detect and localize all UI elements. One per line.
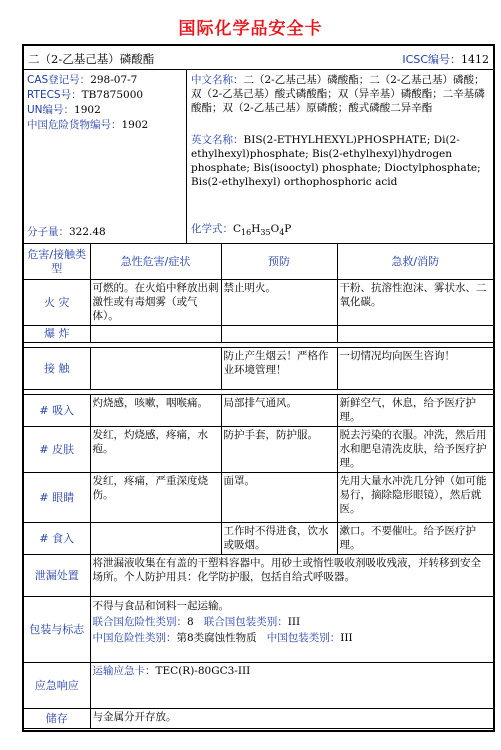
cn-dangerous-goods-label: 中国危险货物编号： (27, 119, 122, 131)
rtecs-row (27, 88, 183, 103)
storage-text: 与金属分开存放。 (90, 709, 493, 729)
chemical-name: 二（2-乙基己基）磷酸酯 (28, 52, 155, 66)
hazard-prevention: 防止产生烟云！严格作业环境管理！ (221, 348, 337, 390)
table-row (24, 326, 493, 343)
cn-dangerous-goods-row (27, 118, 183, 133)
packaging-content (90, 597, 493, 663)
cas-value: 298-07-7 (90, 74, 138, 86)
cn-class-value: 第8类腐蚀性物质 (176, 632, 257, 644)
un-pack-value: III (287, 616, 301, 628)
chinese-name-value: 二（2-乙基己基）磷酸酯；二（2-乙基己基）磷酸；双（2-乙基己基）酸式磷酸酯；双（异辛基）磷酸酯；二辛基磷酸酯；双（2-乙基己基）原磷酸；酸式磷酸二异辛酯 (191, 74, 485, 114)
table-row (24, 348, 493, 390)
table-row (24, 427, 493, 473)
hazard-first-aid: 干粉、抗溶性泡沫、雾状水、二氧化碳。 (337, 280, 493, 326)
molecular-weight-row (27, 225, 106, 240)
formula-label: 化学式： (191, 222, 233, 235)
rtecs-value: TB7875000 (81, 89, 144, 101)
cn-class-row (93, 630, 492, 646)
chinese-name-label: 中文名称： (191, 74, 244, 86)
cn-dangerous-goods-value: 1902 (121, 119, 149, 131)
hazard-label: 接 触 (24, 348, 90, 390)
header-prevention: 预防 (221, 244, 337, 280)
card-header (24, 46, 493, 70)
hazard-first-aid: 一切情况均向医生咨询！ (337, 348, 493, 390)
safety-card (22, 44, 495, 732)
formula-row (191, 222, 291, 240)
spill-row (24, 555, 493, 597)
header-type: 危害/接触类型 (24, 244, 90, 280)
icsc-label: ICSC编号： (402, 53, 461, 66)
hazard-prevention: 防护手套，防护服。 (221, 427, 337, 473)
emergency-label: 应急响应 (24, 663, 90, 709)
un-label: UN编号： (27, 104, 75, 116)
hazard-label: # 吸入 (24, 395, 90, 427)
hazard-label: # 皮肤 (24, 427, 90, 473)
hazard-label: 爆 炸 (24, 326, 90, 343)
identifiers-panel (24, 70, 187, 243)
spill-text: 将泄漏液收集在有盖的干塑料容器中。用砂土或惰性吸收剂吸收残液，并转移到安全场所。个人防护用具：化学防护服，包括自给式呼吸器。 (90, 555, 493, 597)
table-row (24, 523, 493, 555)
packaging-row (24, 597, 493, 663)
hazard-prevention: 局部排气通风。 (221, 395, 337, 427)
hazard-prevention (221, 326, 337, 343)
table-header-row (24, 244, 493, 280)
hazard-prevention: 禁止明火。 (221, 280, 337, 326)
hazard-first-aid: 漱口。不要催吐。给予医疗护理。 (337, 523, 493, 555)
un-class-row (93, 614, 492, 630)
hazard-symptoms (90, 348, 221, 390)
chinese-name-block (191, 73, 489, 115)
names-panel (187, 70, 493, 243)
emergency-card-label: 运输应急卡： (92, 665, 156, 677)
formula-value: $C_{16}H_{35}O_4P$ (233, 222, 292, 237)
hazard-first-aid: 脱去污染的衣服。冲洗，然后用水和肥皂清洗皮肤，给予医疗护理。 (337, 427, 493, 473)
rtecs-label: RTECS号： (27, 89, 82, 101)
hazard-first-aid (337, 326, 493, 343)
icsc-number (402, 51, 489, 67)
hazard-first-aid: 先用大量水冲洗几分钟（如可能易行，摘除隐形眼镜），然后就医。 (337, 473, 493, 523)
cn-pack-label: 中国包装类别： (266, 632, 341, 644)
hazard-prevention: 面罩。 (221, 473, 337, 523)
hazard-symptoms: 灼烧感，咳嗽，咽喉痛。 (90, 395, 221, 427)
hazard-symptoms: 发红，疼痛，严重深度烧伤。 (90, 473, 221, 523)
hazard-symptoms (90, 326, 221, 343)
un-value: 1902 (74, 104, 101, 116)
cas-label: CAS登记号： (27, 74, 91, 86)
emergency-row (24, 663, 493, 709)
header-first-aid: 急救/消防 (337, 244, 493, 280)
hazard-symptoms: 可燃的。在火焰中释放出刺激性或有毒烟雾（或气体）。 (90, 280, 221, 326)
hazard-label: # 眼睛 (24, 473, 90, 523)
un-row (27, 103, 183, 118)
hazard-symptoms: 发红，灼烧感，疼痛，水疱。 (90, 427, 221, 473)
cn-pack-value: III (340, 632, 353, 644)
emergency-content (90, 663, 493, 709)
packaging-label: 包装与标志 (24, 597, 90, 663)
table-row (24, 395, 493, 427)
cn-class-label: 中国危险性类别： (92, 632, 177, 644)
icsc-value: 1412 (461, 53, 489, 66)
un-pack-label: 联合国包装类别： (203, 616, 288, 628)
english-name-label: 英文名称： (191, 134, 244, 146)
spill-label: 泄漏处置 (24, 555, 90, 597)
page-title: 国际化学品安全卡 (178, 19, 323, 39)
un-class-label: 联合国危险性类别： (92, 616, 187, 628)
molecular-weight-value: 322.48 (69, 226, 106, 238)
table-row (24, 473, 493, 523)
header-symptoms: 急性危害/症状 (90, 244, 221, 280)
hazard-label: # 食入 (24, 523, 90, 555)
molecular-weight-label: 分子量： (27, 226, 69, 238)
table-row (24, 280, 493, 326)
english-name-value: BIS(2-ETHYLHEXYL)PHOSPHATE; Di(2-ethylhexyl)phosphate; Bis(2-ethylhexyl)hydrogen phosphate; Bis(isooctyl) phosphate; Dioctylphosphate; Bis(2-ethylhexyl) orthophosphoric acid (191, 134, 481, 188)
cas-row (27, 73, 183, 88)
emergency-card-value: TEC(R)-80GC3-III (155, 665, 251, 677)
packaging-note: 不得与食品和饲料一起运输。 (92, 600, 229, 612)
hazard-label: 火 灾 (24, 280, 90, 326)
hazard-symptoms (90, 523, 221, 555)
hazard-table (24, 243, 493, 729)
hazard-prevention: 工作时不得进食，饮水或吸烟。 (221, 523, 337, 555)
storage-row (24, 709, 493, 729)
storage-label: 储存 (24, 709, 90, 729)
english-name-block (191, 133, 489, 189)
hazard-first-aid: 新鲜空气，休息，给予医疗护理。 (337, 395, 493, 427)
un-class-value: 8 (187, 616, 194, 628)
